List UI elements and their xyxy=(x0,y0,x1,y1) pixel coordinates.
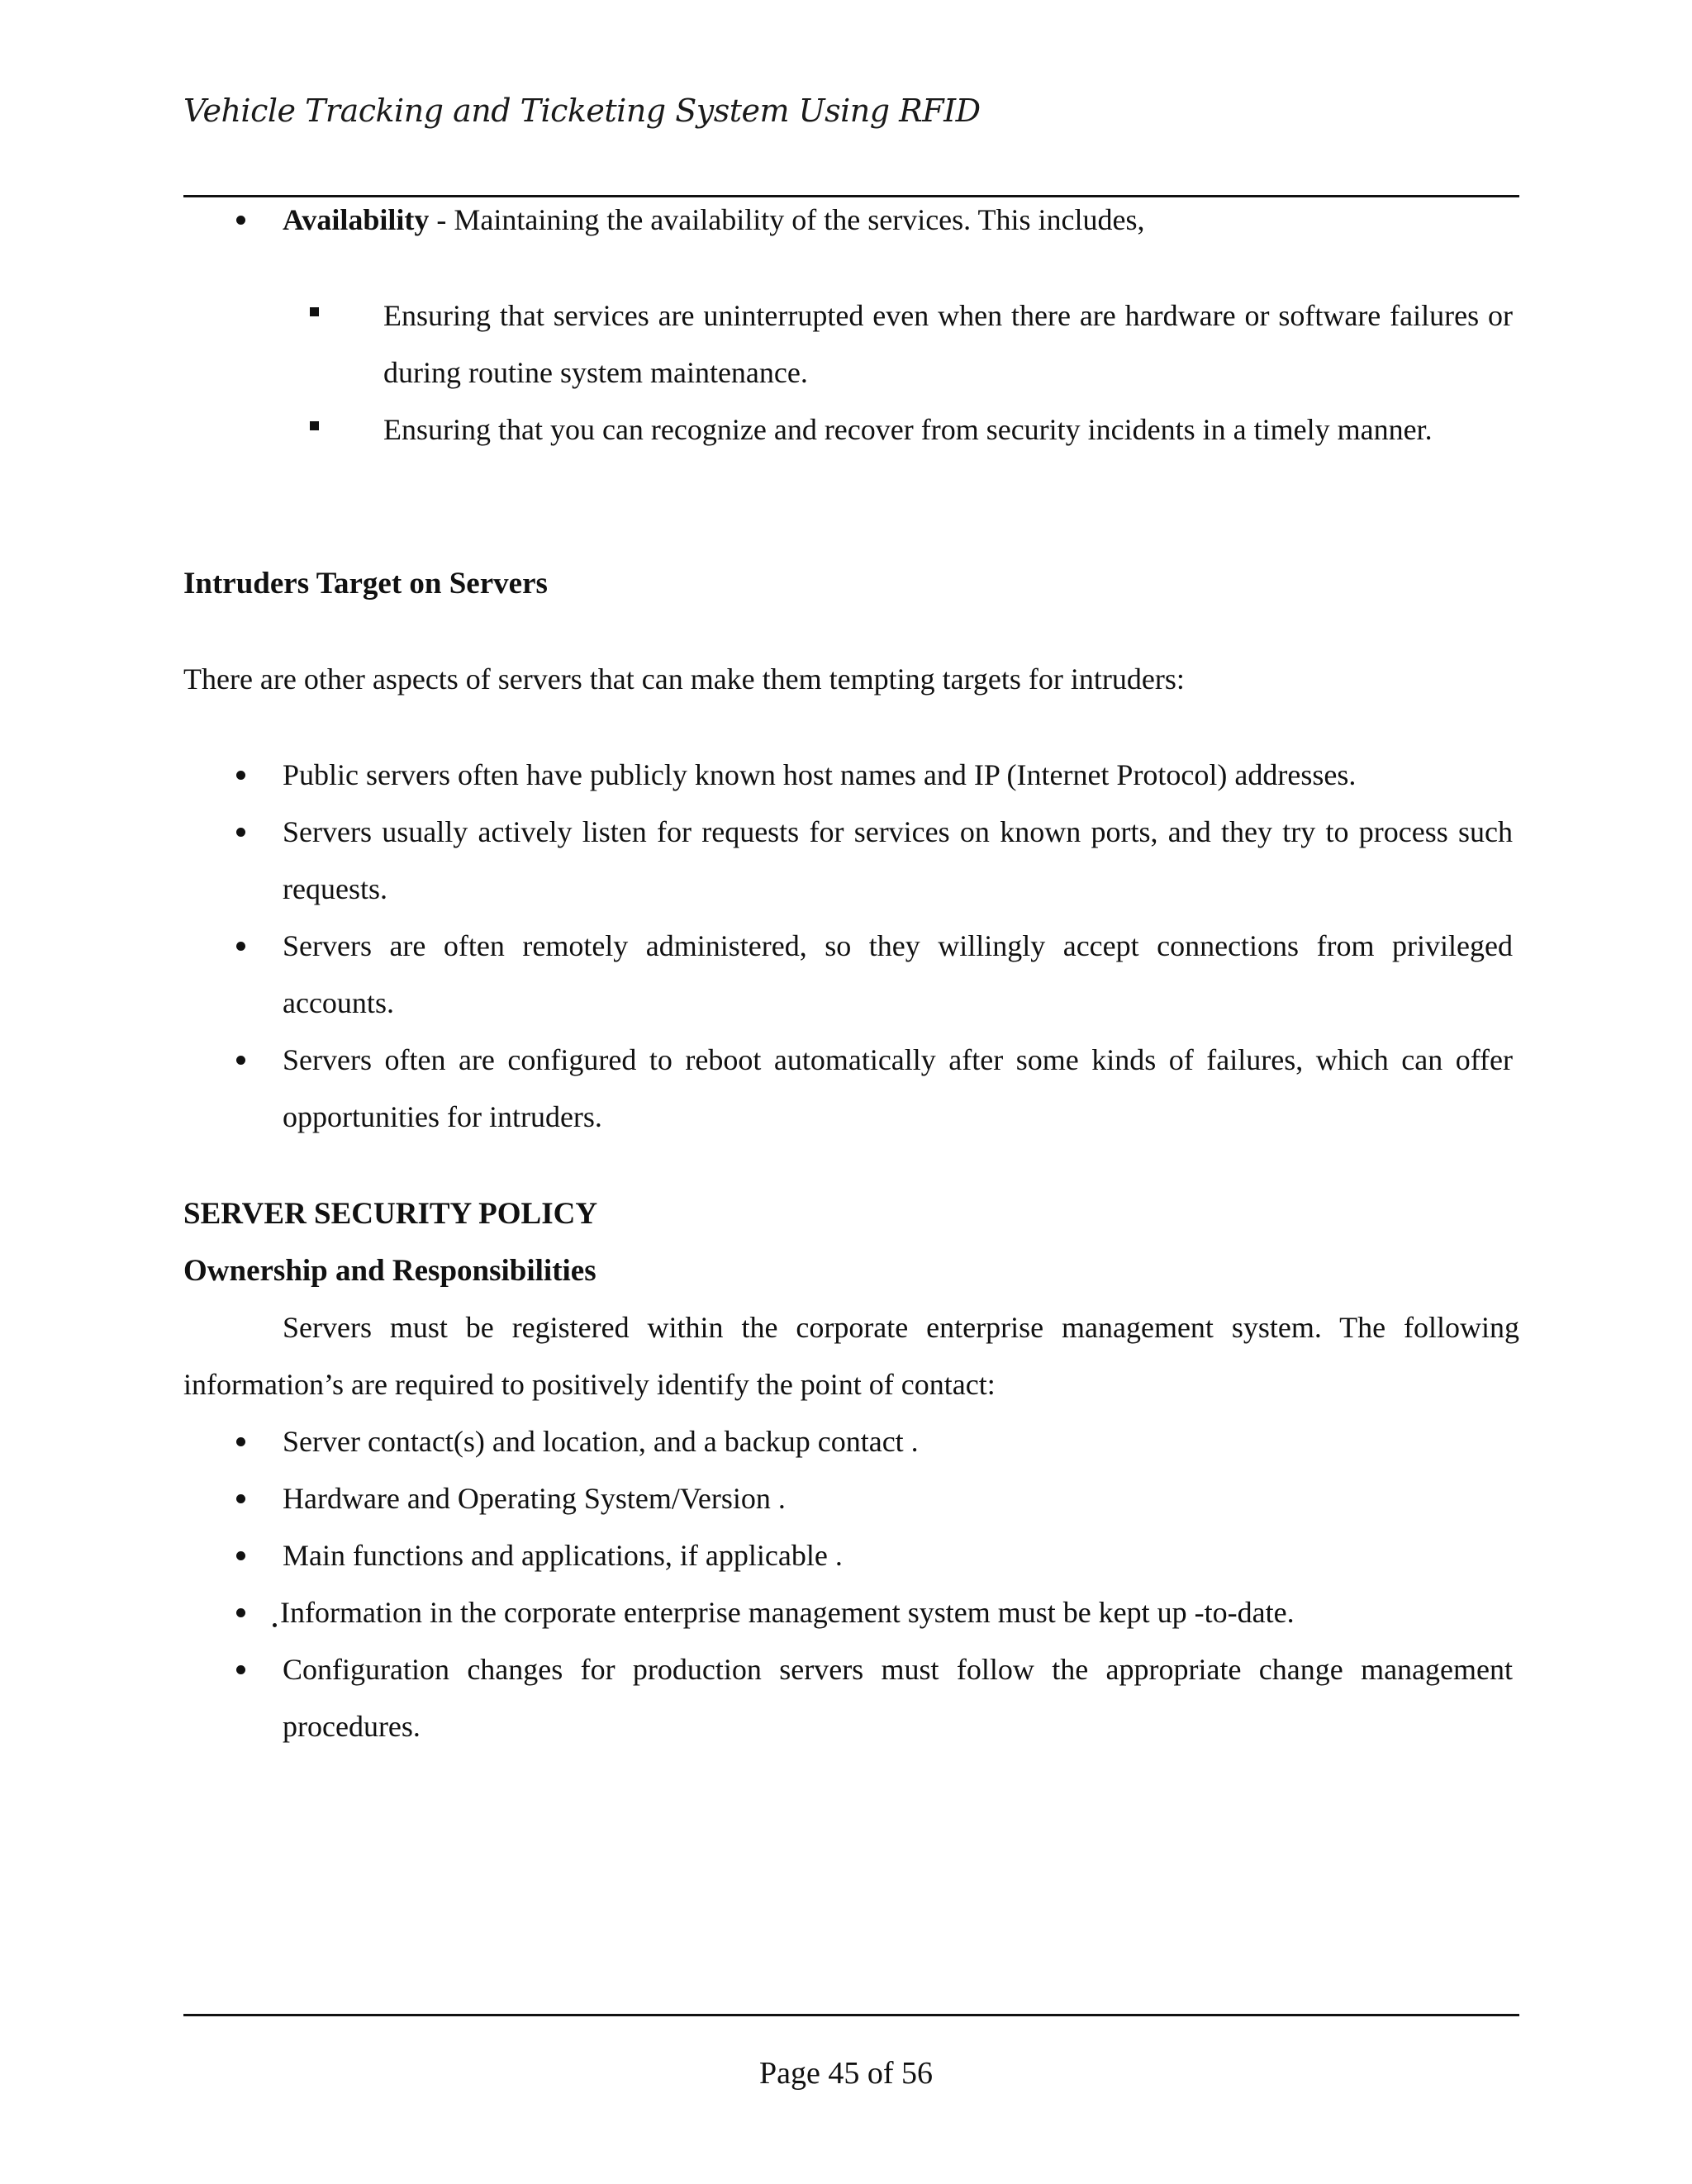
bullet-icon xyxy=(236,1665,245,1674)
list-item-text: Hardware and Operating System/Version . xyxy=(283,1482,786,1515)
list-item xyxy=(183,1470,1519,1527)
square-bullet-icon xyxy=(310,307,319,316)
bullet-icon xyxy=(236,1437,245,1446)
list-item xyxy=(183,1032,1519,1146)
list-item xyxy=(183,1413,1519,1470)
list-item-text: Servers usually actively listen for requests for services on known ports, and they try to process such requests. xyxy=(283,815,1513,905)
list-item xyxy=(183,918,1519,1032)
sub-list-item xyxy=(183,287,1519,401)
page-number: Page 45 of 56 xyxy=(758,2056,934,2091)
list-item-text: Servers are often remotely administered, so they willingly accept connections from privileged accounts. xyxy=(283,929,1513,1019)
bullet-icon xyxy=(236,1608,245,1617)
bullet-icon xyxy=(236,216,245,225)
list-item xyxy=(183,1641,1519,1755)
availability-term: Availability xyxy=(283,203,430,236)
list-item-availability xyxy=(183,192,1519,249)
list-item xyxy=(183,1584,1519,1641)
subheading-ownership: Ownership and Responsibilities xyxy=(183,1254,596,1288)
section-heading-policy: SERVER SECURITY POLICY xyxy=(183,1197,598,1231)
policy-intro: Servers must be registered within the corporate enterprise management system. The following information’s are required to positively identify the point of contact: xyxy=(183,1311,1519,1401)
availability-text: - Maintaining the availability of the services. This includes, xyxy=(429,203,1145,236)
intruders-intro: There are other aspects of servers that can make them tempting targets for intruders: xyxy=(183,662,1185,696)
square-bullet-icon xyxy=(310,421,319,430)
bullet-icon xyxy=(236,1551,245,1560)
bullet-icon xyxy=(236,771,245,780)
bullet-icon xyxy=(236,1056,245,1065)
sub-list-item-text: Ensuring that services are uninterrupted even when there are hardware or software failures or during routine system maintenance. xyxy=(383,299,1513,389)
bullet-icon xyxy=(236,942,245,951)
sub-list-item-text: Ensuring that you can recognize and recover from security incidents in a timely manner. xyxy=(383,413,1433,446)
bullet-icon xyxy=(236,828,245,837)
list-item-text: Public servers often have publicly known host names and IP (Internet Protocol) addresses. xyxy=(283,758,1357,791)
list-item-text: Information in the corporate enterprise management system must be kept up -to-date. xyxy=(280,1596,1295,1629)
list-item-text: Configuration changes for production servers must follow the appropriate change management procedures. xyxy=(283,1653,1513,1743)
list-item xyxy=(183,1527,1519,1584)
list-item-text: Servers often are configured to reboot automatically after some kinds of failures, which can offer opportunities for intruders. xyxy=(283,1043,1513,1133)
running-header: Vehicle Tracking and Ticketing System Using RFID xyxy=(183,93,981,129)
section-heading-intruders: Intruders Target on Servers xyxy=(183,567,548,601)
list-item-text: Server contact(s) and location, and a backup contact . xyxy=(283,1425,919,1458)
bullet-icon xyxy=(236,1494,245,1503)
stray-mark xyxy=(273,1623,277,1627)
list-item xyxy=(183,804,1519,918)
list-item xyxy=(183,747,1519,804)
list-item-text: Main functions and applications, if applicable . xyxy=(283,1539,843,1572)
footer-rule xyxy=(183,2014,1519,2016)
sub-list-item xyxy=(183,401,1519,458)
